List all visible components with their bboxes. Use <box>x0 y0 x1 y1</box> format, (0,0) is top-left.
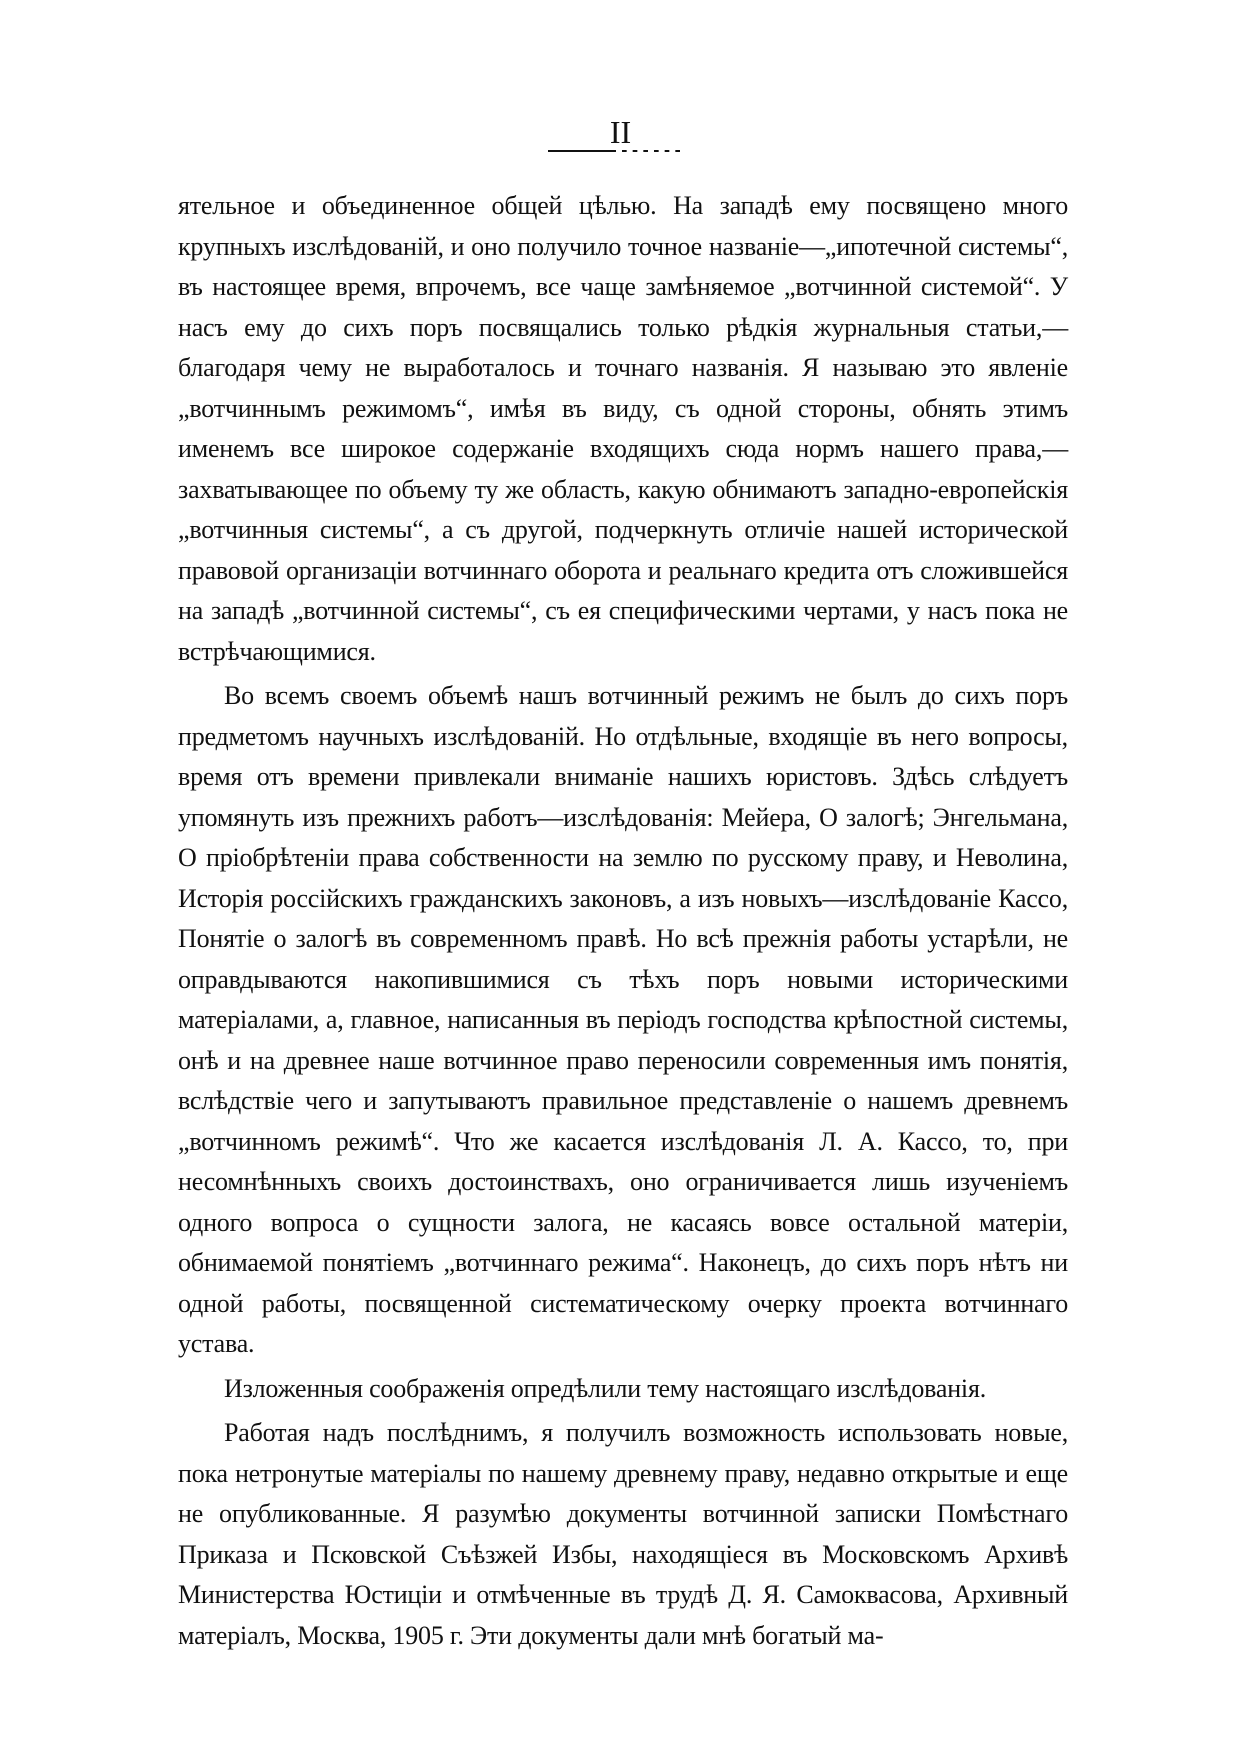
paragraph: Работая надъ послѣднимъ, я получилъ возможность использовать новые, пока нетронутые матеріалы по нашему древнему праву, недавно открытые и еще не опубликованные. Я разумѣю документы вотчинной записки Помѣстнаго Приказа и Псковской Съѣзжей Избы, находящіеся въ Московскомъ Архивѣ Министерства Юстиціи и отмѣченные въ трудѣ Д. Я. Самоквасова, Архивный матеріалъ, Москва, 1905 г. Эти документы дали мнѣ богатый ма- <box>178 1418 1068 1650</box>
paragraph: Изложенныя соображенія опредѣлили тему настоящаго изслѣдованія. <box>224 1373 987 1403</box>
body-text <box>178 186 1068 1656</box>
paragraph: Во всемъ своемъ объемѣ нашъ вотчинный режимъ не былъ до сихъ поръ предметомъ научныхъ изслѣдованій. Но отдѣльные, входящіе въ него вопросы, время отъ времени привлекали вниманіе нашихъ юристовъ. Здѣсь слѣдуетъ упомянуть изъ прежнихъ работъ—изслѣдованія: Мейера, О залогѣ; Энгельмана, О пріобрѣтеніи права собственности на землю по русскому праву, и Неволина, Исторія россійскихъ гражданскихъ законовъ, а изъ новыхъ—изслѣдованіе Кассо, Понятіе о залогѣ въ современномъ правѣ. Но всѣ прежнія работы устарѣли, не оправдываются накопившимися съ тѣхъ поръ новыми историческими матеріалами, а, главное, написанныя въ періодъ господства крѣпостной системы, онѣ и на древнее наше вотчинное право переносили современныя имъ понятія, вслѣдствіе чего и запутываютъ правильное представленіе о нашемъ древнемъ „вотчинномъ режимѣ“. Что же касается изслѣдованія Л. А. Кассо, то, при несомнѣнныхъ своихъ достоинствахъ, оно ограничивается лишь изученіемъ одного вопроса о сущности залога, не касаясь вовсе остальной матеріи, обнимаемой понятіемъ „вотчиннаго режима“. Наконецъ, до сихъ поръ нѣтъ ни одной работы, посвященной систематическому очерку проекта вотчиннаго устава. <box>178 681 1068 1358</box>
page-number: II <box>609 114 632 150</box>
paragraph-continued: ятельное и объединенное общей цѣлью. На западѣ ему посвящено много крупныхъ изслѣдованій, и оно получило точное названіе—„ипотечной системы“, въ настоящее время, впрочемъ, все чаще замѣняемое „вотчинной системой“. У насъ ему до сихъ поръ посвящались только рѣдкія журнальныя статьи,—благодаря чему не выработалось и точнаго названія. Я называю это явленіе „вотчиннымъ режимомъ“, имѣя въ виду, съ одной стороны, обнять этимъ именемъ все широкое содержаніе входящихъ сюда нормъ нашего права,—захватывающее по объему ту же область, какую обнимаютъ западно-европейскія „вотчинныя системы“, а съ другой, подчеркнуть отличіе нашей исторической правовой организаціи вотчиннаго оборота и реальнаго кредита отъ сложившейся на западѣ „вотчинной системы“, съ ея специфическими чертами, у насъ пока не встрѣчающимися. <box>178 191 1068 666</box>
header-rule-gap <box>616 150 686 152</box>
